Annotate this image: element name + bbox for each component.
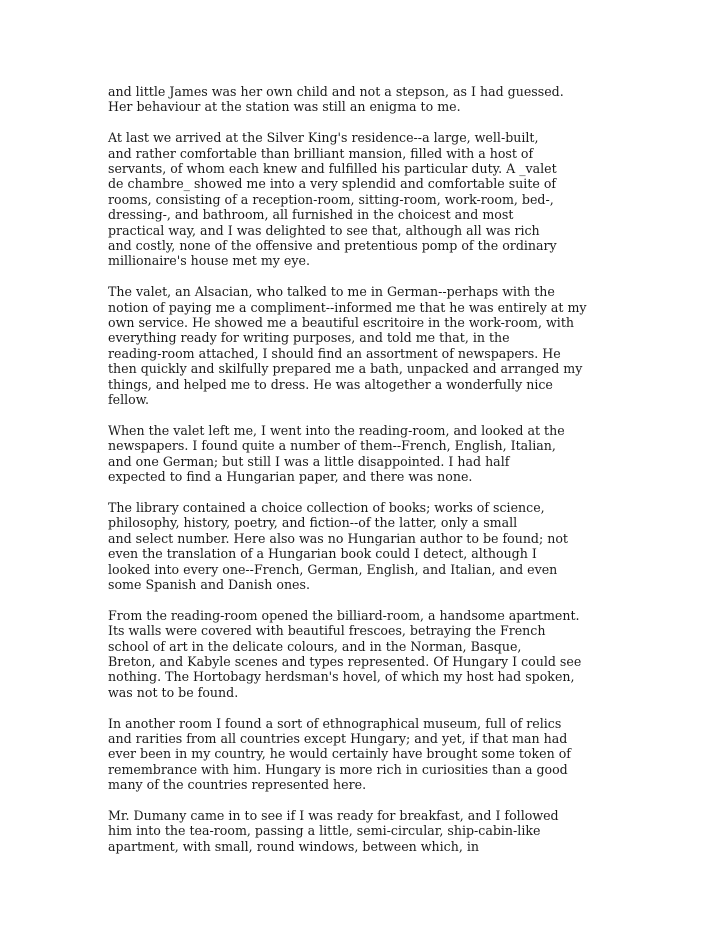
paragraph [108, 130, 708, 269]
paragraph [108, 423, 708, 485]
paragraph [108, 716, 708, 793]
text-line: and rather comfortable than brilliant mansion, filled with a host of [108, 145, 534, 161]
text-line: then quickly and skilfully prepared me a bath, unpacked and arranged my [108, 361, 583, 377]
text-line: and little James was her own child and not a stepson, as I had guessed. [108, 84, 564, 99]
text-line: nothing. The Hortobagy herdsman's hovel, of which my host had spoken, [108, 669, 575, 685]
text-line: notion of paying me a compliment--informed me that he was entirely at my [108, 299, 587, 315]
paragraph [108, 284, 708, 407]
text-line: was not to be found. [108, 684, 239, 700]
text-line: ever been in my country, he would certainly have brought some token of [108, 746, 571, 762]
text-line: practical way, and I was delighted to see that, although all was rich [108, 222, 540, 238]
paragraph [108, 608, 708, 700]
text-line: even the translation of a Hungarian book could I detect, although I [108, 546, 537, 562]
text-line: Her behaviour at the station was still an enigma to me. [108, 99, 461, 115]
text-line: At last we arrived at the Silver King's residence--a large, well-built, [108, 130, 539, 146]
text-line: remembrance with him. Hungary is more rich in curiosities than a good [108, 761, 568, 777]
text-line: servants, of whom each knew and fulfilled his particular duty. A _valet [108, 161, 557, 177]
text-line: fellow. [108, 392, 150, 408]
text-line: and one German; but still I was a little disappointed. I had half [108, 453, 510, 469]
text-line: Mr. Dumany came in to see if I was ready for breakfast, and I followed [108, 807, 559, 823]
text-line: apartment, with small, round windows, between which, in [108, 838, 479, 854]
text-line: The library contained a choice collection of books; works of science, [108, 499, 545, 515]
text-line: own service. He showed me a beautiful escritoire in the work-room, with [108, 315, 574, 331]
text-line: and select number. Here also was no Hungarian author to be found; not [108, 530, 568, 546]
text-line: dressing-, and bathroom, all furnished in the choicest and most [108, 207, 514, 223]
paragraph [108, 808, 708, 854]
text-line: Breton, and Kabyle scenes and types represented. Of Hungary I could see [108, 653, 582, 669]
text-line: reading-room attached, I should find an assortment of newspapers. He [108, 345, 561, 361]
text-line: everything ready for writing purposes, and told me that, in the [108, 330, 510, 346]
text-line: The valet, an Alsacian, who talked to me in German--perhaps with the [108, 284, 555, 300]
text-line: him into the tea-room, passing a little, semi-circular, ship-cabin-like [108, 823, 541, 839]
text-line: expected to find a Hungarian paper, and there was none. [108, 469, 473, 485]
text-line: some Spanish and Danish ones. [108, 576, 310, 592]
text-line: In another room I found a sort of ethnographical museum, full of relics [108, 715, 562, 731]
text-line: things, and helped me to dress. He was altogether a wonderfully nice [108, 376, 553, 392]
paragraph [108, 500, 708, 592]
body-text [108, 84, 708, 870]
text-line: newspapers. I found quite a number of them--French, English, Italian, [108, 438, 556, 454]
text-line: school of art in the delicate colours, and in the Norman, Basque, [108, 638, 522, 654]
text-line: rooms, consisting of a reception-room, sitting-room, work-room, bed-, [108, 191, 554, 207]
text-line: and costly, none of the offensive and pretentious pomp of the ordinary [108, 238, 557, 254]
text-line: From the reading-room opened the billiard-room, a handsome apartment. [108, 607, 580, 623]
text-line: Its walls were covered with beautiful frescoes, betraying the French [108, 623, 546, 639]
text-line: and rarities from all countries except Hungary; and yet, if that man had [108, 730, 568, 746]
text-line: looked into every one--French, German, English, and Italian, and even [108, 561, 558, 577]
text-line: many of the countries represented here. [108, 777, 367, 793]
text-line: philosophy, history, poetry, and fiction--of the latter, only a small [108, 515, 518, 531]
text-line: de chambre_ showed me into a very splendid and comfortable suite of [108, 176, 557, 192]
text-line: When the valet left me, I went into the reading-room, and looked at the [108, 422, 565, 438]
text-line: millionaire's house met my eye. [108, 253, 310, 269]
paragraph [108, 84, 708, 115]
